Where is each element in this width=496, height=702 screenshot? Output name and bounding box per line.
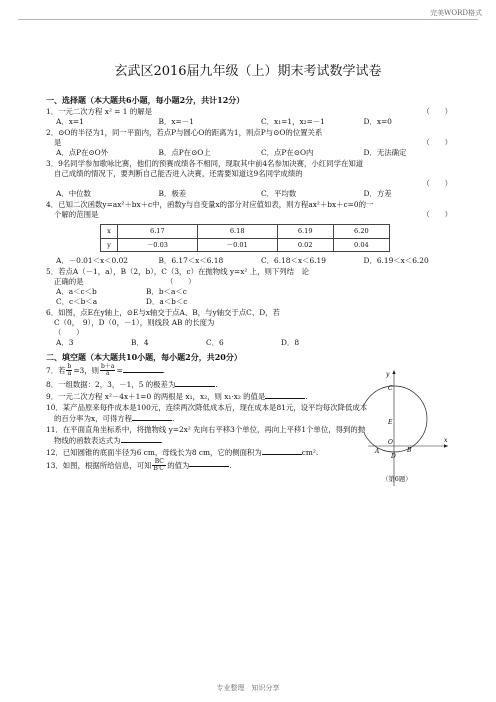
option-d: D．无法确定 bbox=[363, 147, 407, 157]
question-6-stem-cont: C（0， 9），D（0，－1），则线段 AB 的长度为 bbox=[54, 318, 215, 328]
option-b: B．b＜a＜c bbox=[146, 287, 187, 297]
question-10-end: . bbox=[172, 413, 175, 423]
table-cell: 6.19 bbox=[277, 224, 333, 238]
question-2-stem: 2．⊙O的半径为1，同一平面内，若点P与圆心O的距离为1，则点P与⊙O的位置关系 bbox=[46, 127, 323, 137]
question-3-answer-paren: （ ） bbox=[422, 178, 452, 188]
option-c: C．x₁=1，x₂=－1 bbox=[261, 116, 325, 126]
question-2-line2 bbox=[46, 138, 466, 148]
x-axis-arrow-icon bbox=[444, 444, 448, 447]
question-10-text: 10．某产品原来每件成本是100元，连续两次降低成本后，现在成本是81元，设平均每次降低成本 bbox=[46, 402, 368, 412]
figure-caption: （第6题） bbox=[382, 475, 412, 483]
table-cell: －0.01 bbox=[197, 238, 277, 252]
option-c: C．6 bbox=[206, 338, 224, 348]
label-c: C bbox=[388, 385, 393, 392]
table-cell: 0.04 bbox=[333, 238, 389, 252]
question-7-end: . bbox=[162, 365, 165, 375]
option-a: A．3 bbox=[56, 338, 74, 348]
answer-blank[interactable] bbox=[189, 459, 232, 470]
question-2-stem-cont: 是 bbox=[54, 137, 62, 147]
question-12-end: cm². bbox=[301, 447, 319, 457]
label-o: O bbox=[388, 439, 393, 446]
fraction-bc-ratio bbox=[152, 459, 166, 473]
label-d: D bbox=[391, 453, 396, 460]
answer-blank[interactable] bbox=[132, 413, 175, 423]
option-b: B．6.17＜x＜6.18 bbox=[158, 256, 224, 266]
question-6-options bbox=[46, 338, 356, 348]
question-12-text: 12．已知圆锥的底面半径为6 cm，母线长为8 cm，它的侧面积为 bbox=[46, 447, 262, 457]
question-5-options-2 bbox=[46, 297, 466, 307]
option-d: D．6.19＜x＜6.20 bbox=[363, 256, 429, 266]
option-c: C．6.18＜x＜6.19 bbox=[261, 256, 326, 266]
option-a: A．x=1 bbox=[56, 116, 84, 126]
answer-blank[interactable] bbox=[265, 391, 308, 401]
label-a: A bbox=[375, 448, 380, 455]
option-b: B．极差 bbox=[158, 188, 187, 198]
question-7-pre: 7．若 bbox=[46, 365, 66, 375]
page-footer-label: 专业整理 知识分享 bbox=[216, 684, 280, 692]
table-cell: －0.03 bbox=[117, 238, 197, 252]
question-11-end: . bbox=[160, 435, 163, 445]
header-divider bbox=[18, 19, 478, 20]
table-header-x: x bbox=[101, 224, 118, 238]
table-row-x bbox=[101, 224, 390, 238]
question-7-mid: =3，则 bbox=[73, 365, 100, 375]
exam-title: 玄武区2016届九年级（上）期末考试数学试卷 bbox=[114, 64, 382, 79]
question-1-stem: 1．一元二次方程 x² = 1 的解是 bbox=[46, 106, 153, 116]
fraction-numerator: b bbox=[67, 363, 72, 371]
table-header-y: y bbox=[101, 238, 118, 252]
fraction-numerator: BC bbox=[152, 459, 166, 466]
option-a: A．－0.01＜x＜0.02 bbox=[56, 256, 128, 266]
question-5-stem: 5．若点A（－1，a），B（2，b），C（3，c）在抛物线 y=x² 上，则下列结 论 bbox=[46, 267, 309, 277]
question-5-options bbox=[46, 287, 466, 297]
answer-blank[interactable] bbox=[123, 365, 163, 373]
question-4-stem-cont: 个解的范围是 bbox=[54, 209, 99, 219]
question-1 bbox=[46, 107, 466, 117]
question-5-answer-paren: （ ） bbox=[165, 277, 196, 287]
question-5-stem-cont: 正确的是 bbox=[54, 277, 84, 287]
option-b: B．点P在⊙O上 bbox=[158, 147, 211, 157]
circle-e bbox=[364, 386, 427, 452]
option-c: C．c＜b＜a bbox=[56, 297, 98, 307]
question-10-text-cont: 的百分率为x，可得方程 bbox=[54, 413, 133, 423]
question-7-post: = bbox=[116, 365, 123, 375]
question-3-stem-cont: 自己成绩的情况下，要判断自己能否进入决赛，还需要知道这9名同学成绩的 bbox=[54, 168, 303, 178]
question-6-answer-paren: （ ） bbox=[54, 328, 84, 338]
label-e: E bbox=[388, 419, 393, 426]
answer-blank[interactable] bbox=[262, 447, 302, 455]
option-a: A．点P在⊙O外 bbox=[56, 147, 109, 157]
table-row-y bbox=[101, 238, 390, 252]
fraction-denominator: a bbox=[105, 370, 110, 378]
value-table bbox=[100, 224, 390, 253]
fraction-denominator: B′C′ bbox=[153, 464, 166, 472]
table-cell: 6.20 bbox=[333, 224, 389, 238]
option-a: A．a＜c＜b bbox=[56, 287, 97, 297]
question-13-end: . bbox=[229, 460, 232, 470]
question-2-answer-paren: （ ） bbox=[422, 137, 452, 147]
label-y: y bbox=[386, 371, 390, 378]
option-d: D．方差 bbox=[363, 188, 392, 198]
question-4-line2 bbox=[46, 210, 466, 220]
label-b: B bbox=[407, 447, 412, 454]
question-11-text-cont: 物线的函数表达式为 bbox=[54, 435, 121, 445]
page-header-label: 完美WORD格式 bbox=[430, 9, 482, 17]
question-3-options bbox=[46, 189, 466, 199]
option-d: D．a＜b＜c bbox=[146, 297, 188, 307]
answer-blank[interactable] bbox=[175, 379, 218, 389]
option-d: D．8 bbox=[281, 338, 300, 348]
fraction-denominator: a bbox=[67, 370, 72, 378]
question-6-figure bbox=[364, 366, 450, 490]
option-c: C．点P在⊙O内 bbox=[261, 147, 314, 157]
question-9-end: . bbox=[305, 391, 308, 401]
question-13-pre: 13．如图，根据所给信息，可知 bbox=[46, 460, 152, 470]
question-6-stem: 6．如图，点E在y轴上，⊙E与x轴交于点A、B，与y轴交于点C、D，若 bbox=[46, 308, 280, 318]
question-8-text: 8．一组数据：2，3，－1，5 的极差为 bbox=[46, 379, 176, 389]
question-2-options bbox=[46, 148, 466, 158]
option-b: B．4 bbox=[131, 338, 149, 348]
table-cell: 6.18 bbox=[197, 224, 277, 238]
fraction-b-plus-a-over-a bbox=[100, 364, 115, 378]
question-4-stem: 4．已知二次函数y=ax²＋bx＋c中，函数y与自变量x的部分对应值如表，则方程ax²＋bx＋c=0的一 bbox=[46, 199, 374, 209]
table-cell: 0.02 bbox=[277, 238, 333, 252]
question-1-options bbox=[46, 117, 466, 127]
question-5-line2 bbox=[46, 277, 466, 287]
section-heading-choice: 一、选择题（本大题共6小题，每小题2分，共计12分） bbox=[46, 95, 245, 105]
question-4-answer-paren: （ ） bbox=[422, 209, 452, 219]
label-x: x bbox=[444, 437, 448, 444]
question-13-post: 的值为 bbox=[167, 460, 190, 470]
fraction-numerator: b＋a bbox=[101, 363, 115, 371]
section-heading-fill: 二、填空题（本大题共10小题，每小题2分，共20分） bbox=[46, 352, 242, 363]
option-c: C．平均数 bbox=[261, 188, 297, 198]
option-b: B．x=－1 bbox=[158, 116, 194, 126]
table-cell: 6.17 bbox=[117, 224, 197, 238]
option-a: A．中位数 bbox=[56, 188, 91, 198]
question-11-text: 11．在平面直角坐标系中，将抛物线 y=2x² 先向右平移3个单位，再向上平移1个单位，得到的抛 bbox=[46, 424, 366, 434]
question-9-text: 9．一元二次方程 x²－4x＋1=0 的两根是 x₁，x₂，则 x₁·x₂ 的值是 bbox=[46, 391, 266, 401]
answer-blank[interactable] bbox=[121, 435, 161, 443]
fraction-b-over-a bbox=[66, 364, 72, 378]
question-8-end: . bbox=[215, 379, 218, 389]
y-axis-arrow-icon bbox=[392, 370, 395, 374]
question-3-stem: 3．9名同学参加歌咏比赛，他们的预赛成绩各不相同，现取其中前4名参加决赛，小红同学在知道 bbox=[46, 158, 364, 168]
option-d: D．x=0 bbox=[363, 116, 392, 126]
question-4-options bbox=[46, 256, 466, 266]
question-1-answer-paren: （ ） bbox=[422, 106, 452, 116]
